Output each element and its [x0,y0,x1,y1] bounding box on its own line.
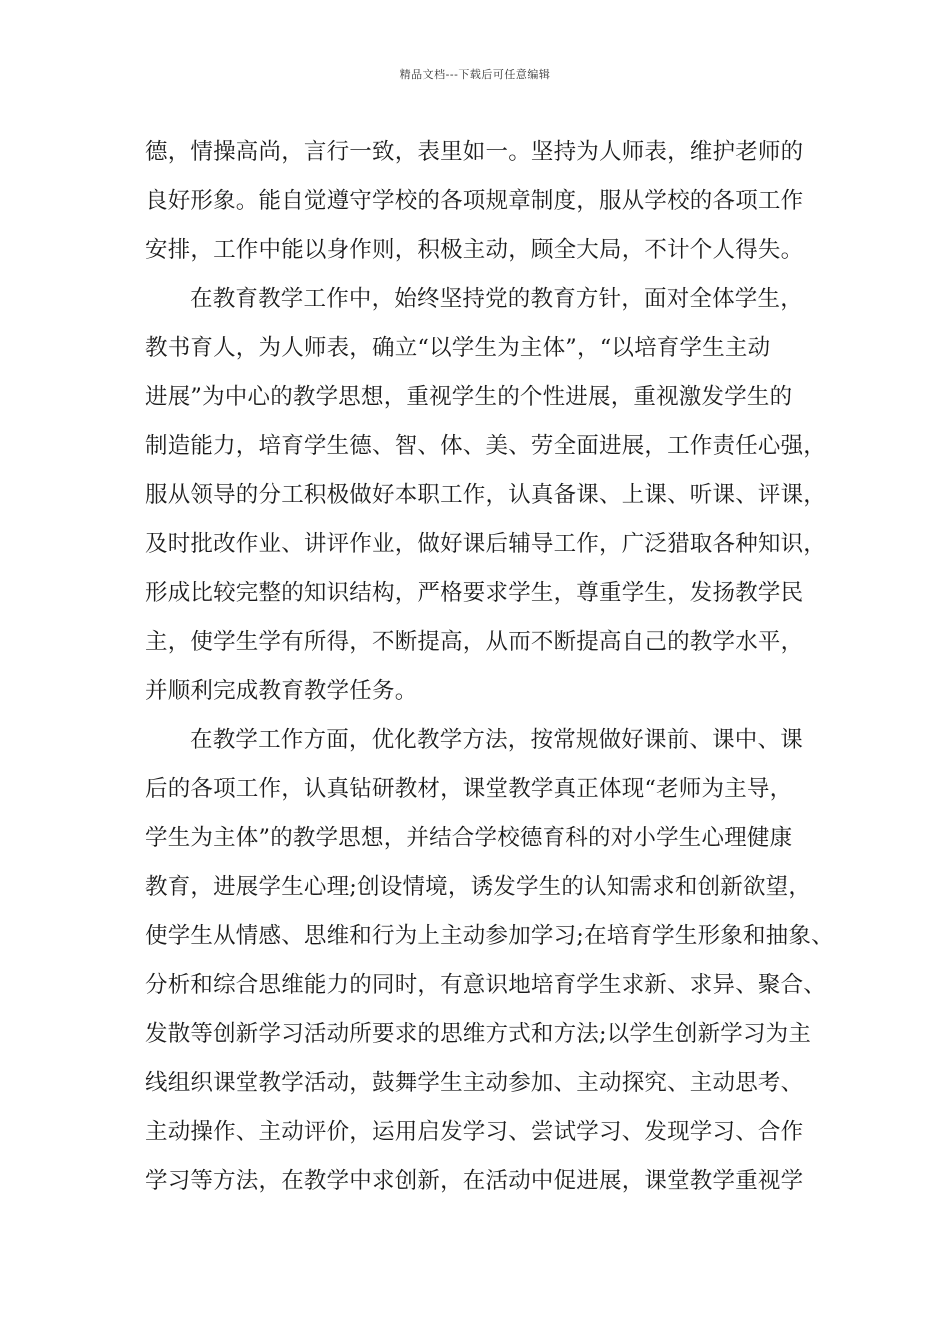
text-line: 使学生从情感、思维和行为上主动参加学习;在培育学生形象和抽象、 [145,923,834,949]
text-line: 教书育人，为人师表，确立“以学生为主体”，“以培育学生主动 [145,335,771,361]
text-line: 学习等方法，在教学中求创新，在活动中促进展，课堂教学重视学 [145,1168,804,1194]
text-line: 主，使学生学有所得，不断提高，从而不断提高自己的教学水平， [145,629,804,655]
text-line: 安排，工作中能以身作则，积极主动，顾全大局，不计个人得失。 [145,237,804,263]
text-line: 分析和综合思维能力的同时，有意识地培育学生求新、求异、聚合、 [145,972,827,998]
page-header: 精品文档---下载后可任意编辑 [399,68,551,81]
document-body [145,128,834,1206]
text-line: 在教学工作方面，优化教学方法，按常规做好课前、课中、课 [190,727,803,753]
text-line: 德，情操高尚，言行一致，表里如一。坚持为人师表，维护老师的 [145,139,804,165]
text-line: 进展”为中心的教学思想，重视学生的个性进展，重视激发学生的 [145,384,793,410]
paragraph-2 [145,275,825,716]
text-line: 并顺利完成教育教学任务。 [145,678,418,704]
text-line: 良好形象。能自觉遵守学校的各项规章制度，服从学校的各项工作 [145,188,804,214]
text-line: 学生为主体”的教学思想，并结合学校德育科的对小学生心理健康 [145,825,793,851]
text-line: 后的各项工作，认真钻研教材，课堂教学真正体现“老师为主导， [145,776,793,802]
paragraph-3 [145,716,834,1206]
text-line: 服从领导的分工积极做好本职工作，认真备课、上课、听课、评课， [145,482,827,508]
text-line: 制造能力，培育学生德、智、体、美、劳全面进展，工作责任心强， [145,433,827,459]
text-line: 形成比较完整的知识结构，严格要求学生，尊重学生，发扬教学民 [145,580,804,606]
text-line: 主动操作、主动评价，运用启发学习、尝试学习、发现学习、合作 [145,1119,804,1145]
text-line: 线组织课堂教学活动，鼓舞学生主动参加、主动探究、主动思考、 [145,1070,804,1096]
text-line: 教育，进展学生心理;创设情境，诱发学生的认知需求和创新欲望， [145,874,812,900]
paragraph-1 [145,128,825,275]
text-line: 及时批改作业、讲评作业，做好课后辅导工作，广泛猎取各种知识， [145,531,827,557]
text-line: 发散等创新学习活动所要求的思维方式和方法;以学生创新学习为主 [145,1021,812,1047]
text-line: 在教育教学工作中，始终坚持党的教育方针，面对全体学生， [190,286,803,312]
